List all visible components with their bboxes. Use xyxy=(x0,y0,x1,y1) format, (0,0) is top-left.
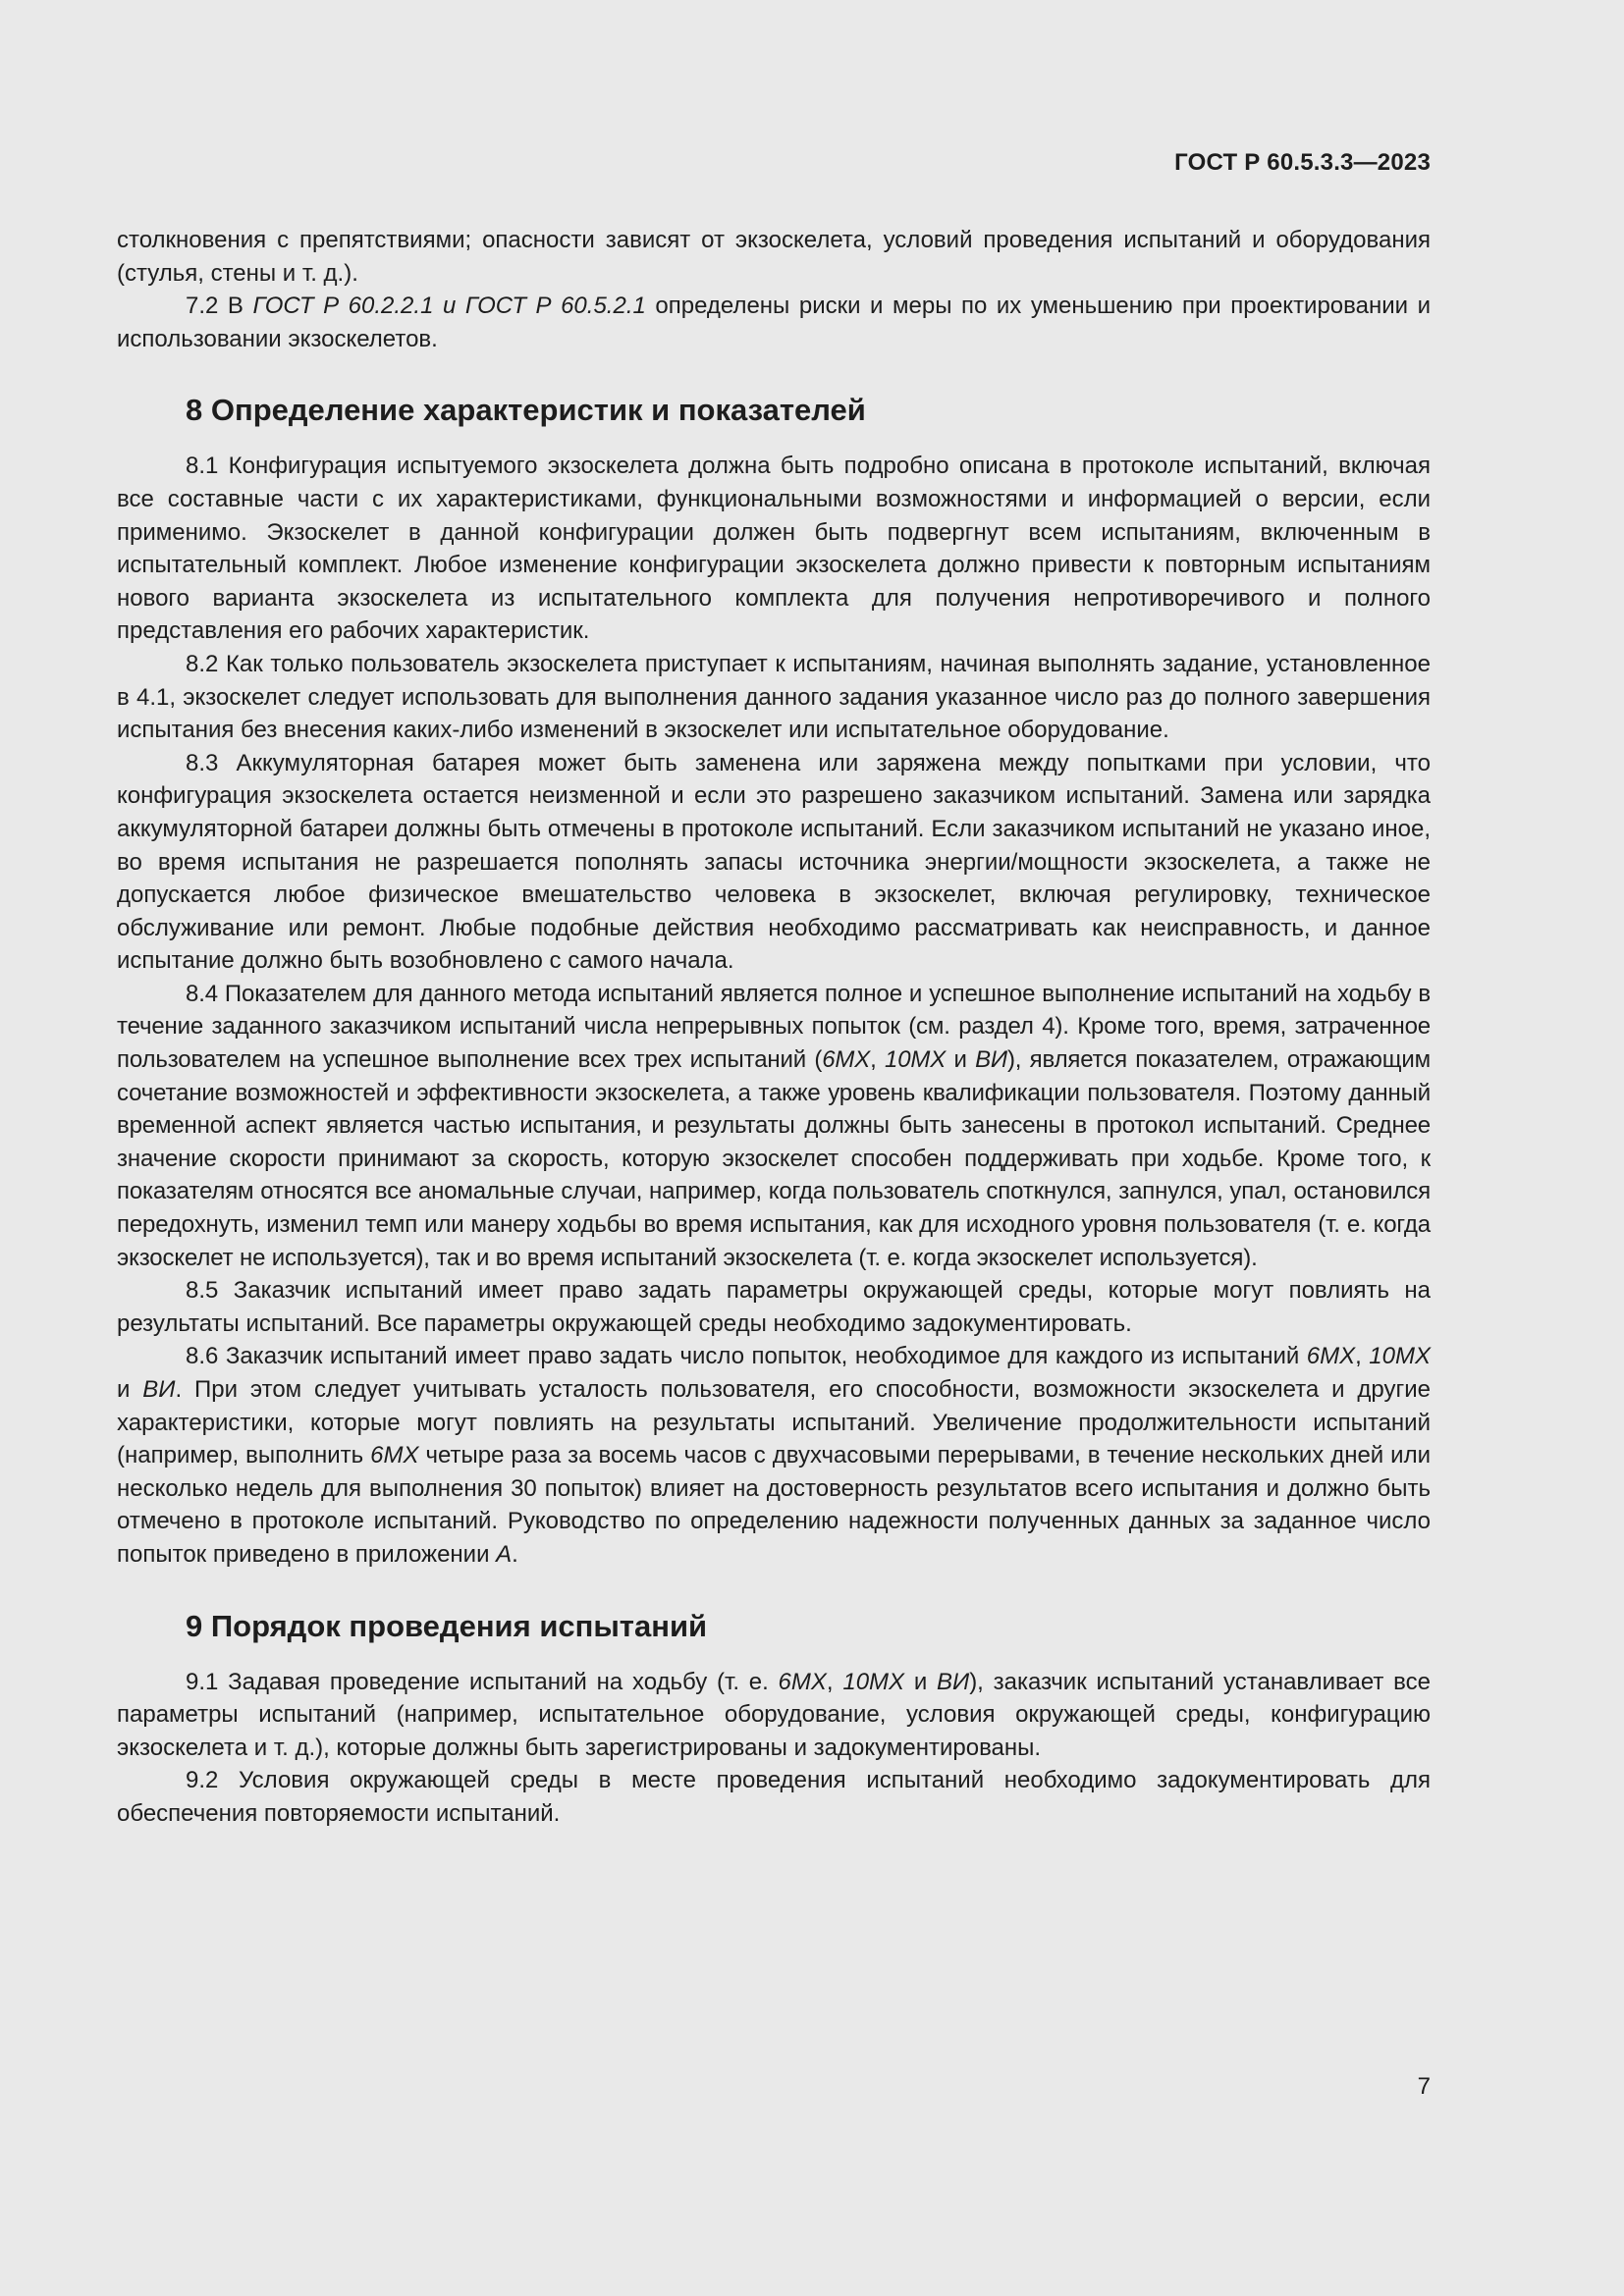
paragraph-8-3: 8.3 Аккумуляторная батарея может быть заменена или заряжена между попытками при условии, что конфигурация экзоскелета остается неизменной и если это разрешено заказчиком испытаний. Замена или зарядка аккумуляторной батареи должны быть отмечены в протоколе испытаний. Если заказчиком испытаний не указано иное, во время испытания не разрешается пополнять запасы источника энергии/мощности экзоскелета, а также не допускается любое физическое вмешательство человека в экзоскелет, включая регулировку, техническое обслуживание или ремонт. Любые подобные действия необходимо рассматривать как неисправность, и данное испытание должно быть возобновлено с самого начала. xyxy=(117,749,1431,975)
page-number: 7 xyxy=(1417,2073,1431,2100)
continuation-paragraph: столкновения с препятствиями; опасности зависят от экзоскелета, условий проведения испытаний и оборудования (стулья, стены и т. д.). xyxy=(117,227,1431,287)
paragraph-8-1: 8.1 Конфигурация испытуемого экзоскелета должна быть подробно описана в протоколе испытаний, включая все составные части с их характеристиками, функциональными возможностями и информацией о версии, если применимо. Экзоскелет в данной конфигурации должен быть подвергнут всем испытаниям, включенным в испытательный комплект. Любое изменение конфигурации экзоскелета должно привести к повторным испытаниям нового варианта экзоскелета из испытательного комплекта для получения непротиворечивого и полного представления его рабочих характеристик. xyxy=(117,453,1431,645)
paragraph-8-5: 8.5 Заказчик испытаний имеет право задать параметры окружающей среды, которые могут повлиять на результаты испытаний. Все параметры окружающей среды необходимо задокументировать. xyxy=(117,1277,1431,1337)
section-8-heading: 8 Определение характеристик и показателей xyxy=(186,393,866,428)
paragraph-9-1: 9.1 Задавая проведение испытаний на ходьбу (т. е. 6МХ, 10МХ и ВИ), заказчик испытаний устанавливает все параметры испытаний (например, испытательное оборудование, условия окружающей среды, конфигурацию экзоскелета и т. д.), которые должны быть зарегистрированы и задокументированы. xyxy=(117,1668,1431,1761)
document-body xyxy=(117,224,1431,1831)
paragraph-8-2: 8.2 Как только пользователь экзоскелета приступает к испытаниям, начиная выполнять задание, установленное в 4.1, экзоскелет следует использовать для выполнения данного задания указанное число раз до полного завершения испытания без внесения каких-либо изменений в экзоскелет или испытательное оборудование. xyxy=(117,650,1431,744)
reference-gost-60-2-2-1: ГОСТ Р 60.2.2.1 xyxy=(252,293,434,320)
paragraph-9-2: 9.2 Условия окружающей среды в месте проведения испытаний необходимо задокументировать для обеспечения повторяемости испытаний. xyxy=(117,1767,1431,1827)
document-code-header: ГОСТ Р 60.5.3.3—2023 xyxy=(1174,149,1431,176)
paragraph-8-4: 8.4 Показателем для данного метода испытаний является полное и успешное выполнение испытаний на ходьбу в течение заданного заказчиком испытаний числа непрерывных попыток (см. раздел 4). Кроме того, время, затраченное пользователем на успешное выполнение всех трех испытаний (6МХ, 10МХ и ВИ), является показателем, отражающим сочетание возможностей и эффективности экзоскелета, а также уровень квалификации пользователя. Поэтому данный временной аспект является частью испытания, и результаты должны быть занесены в протокол испытаний. Среднее значение скорости принимают за скорость, которую экзоскелет способен поддерживать при ходьбе. Кроме того, к показателям относятся все аномальные случаи, например, когда пользователь споткнулся, запнулся, упал, остановился передохнуть, изменил темп или манеру ходьбы во время испытания, как для исходного уровня пользователя (т. е. когда экзоскелет не используется), так и во время испытаний экзоскелета (т. е. когда экзоскелет используется). xyxy=(117,980,1431,1271)
appendix-reference: А xyxy=(496,1540,513,1568)
section-9-heading: 9 Порядок проведения испытаний xyxy=(186,1608,708,1643)
reference-gost-60-5-2-1: ГОСТ Р 60.5.2.1 xyxy=(464,293,646,320)
paragraph-7-2: 7.2 В ГОСТ Р 60.2.2.1 и ГОСТ Р 60.5.2.1 определены риски и меры по их уменьшению при проектировании и использовании экзоскелетов. xyxy=(117,293,1431,352)
paragraph-8-6: 8.6 Заказчик испытаний имеет право задать число попыток, необходимое для каждого из испытаний 6МХ, 10МХ и ВИ. При этом следует учитывать усталость пользователя, его способности, возможности экзоскелета и другие характеристики, которые могут повлиять на результаты испытаний. Увеличение продолжительности испытаний (например, выполнить 6МХ четыре раза за восемь часов с двухчасовыми перерывами, в течение нескольких дней или несколько недель для выполнения 30 попыток) влияет на достоверность результатов всего испытания и должно быть отмечено в протоколе испытаний. Руководство по определению надежности полученных данных за заданное число попыток приведено в приложении А. xyxy=(117,1343,1432,1568)
